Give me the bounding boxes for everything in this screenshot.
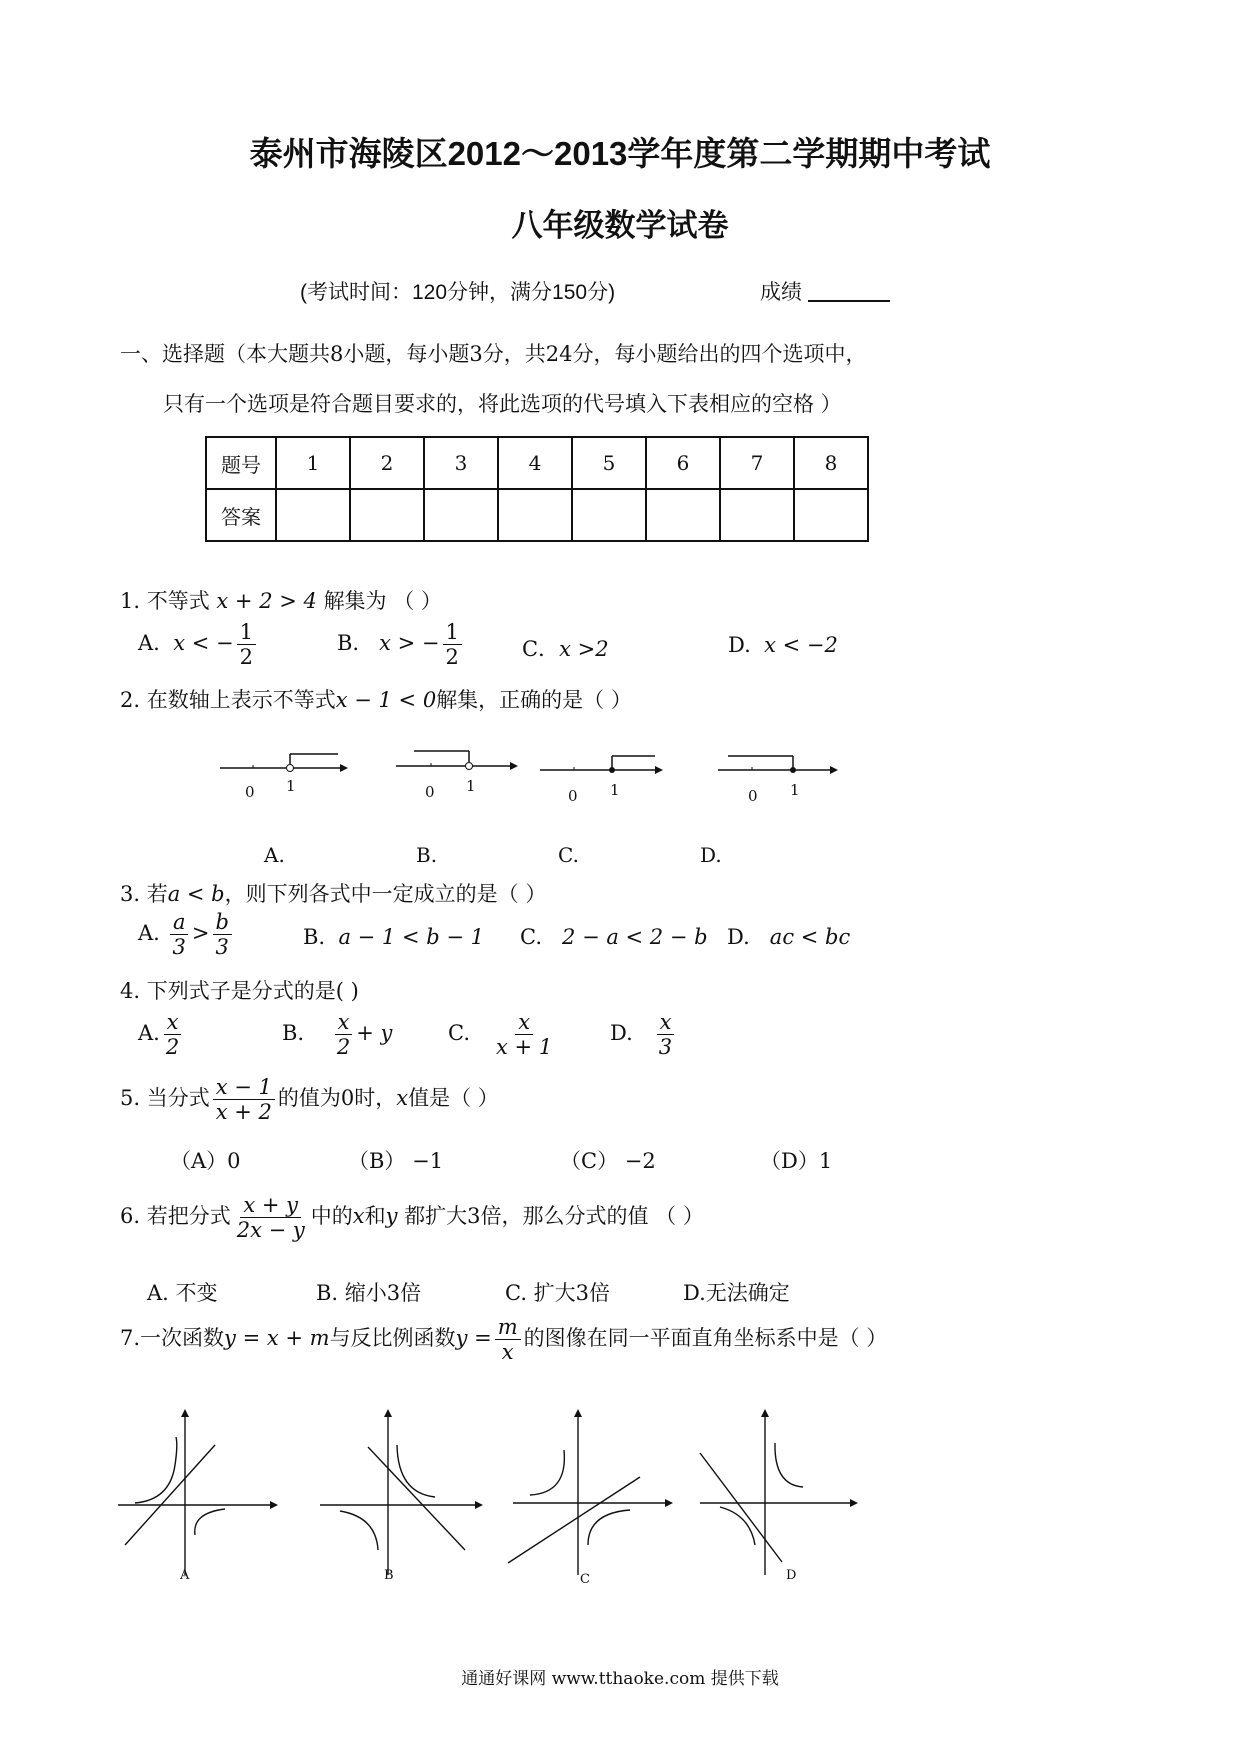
- q1-option-d: D. x < −2: [728, 633, 838, 657]
- graph-label-b: B: [384, 1568, 394, 1583]
- exam-subtitle: 八年级数学试卷: [511, 208, 729, 243]
- q2-option-c: C.: [558, 843, 579, 867]
- number-line-figures: [200, 740, 860, 810]
- section-heading-2: 只有一个选项是符合题目要求的，将此选项的代号填入下表相应的空格 ）: [163, 392, 842, 416]
- table-row: [206, 437, 868, 489]
- q4-option-b: B. $\frac{x}{2}$ + y: [282, 1010, 393, 1060]
- number-line-a: [220, 754, 348, 772]
- q4-option-c: C. $\frac{x}{x + 1}$: [448, 1010, 553, 1060]
- q2-option-a: A.: [264, 843, 285, 867]
- table-cell: 7: [720, 437, 794, 489]
- q3-option-d: D. ac < bc: [727, 925, 851, 949]
- table-cell: 4: [498, 437, 572, 489]
- answer-cell[interactable]: [572, 489, 646, 541]
- table-cell: 8: [794, 437, 868, 489]
- nl-d-zero: 0: [748, 787, 758, 805]
- row-label-number: 题号: [206, 437, 276, 489]
- table-cell: 6: [646, 437, 720, 489]
- number-line-c: [540, 756, 663, 774]
- question-1-stem: 1. 不等式 x + 2 > 4 解集为 （ ）: [120, 589, 442, 613]
- answer-cell[interactable]: [424, 489, 498, 541]
- q5-option-a: （A）0: [170, 1149, 241, 1173]
- nl-a-one: 1: [286, 777, 296, 795]
- table-cell: 1: [276, 437, 350, 489]
- nl-c-zero: 0: [568, 787, 578, 805]
- graph-c: [508, 1409, 673, 1575]
- question-4-stem: 4. 下列式子是分式的是( ): [120, 979, 359, 1003]
- q3-option-a: A. $\frac{a}{3}$ > $\frac{b}{3}$: [138, 910, 235, 959]
- graph-a: [118, 1409, 278, 1575]
- number-line-b: [396, 751, 518, 770]
- answer-cell[interactable]: [720, 489, 794, 541]
- exam-info: (考试时间：120分钟，满分150分): [300, 281, 616, 304]
- q5-option-c: （C） −2: [560, 1149, 656, 1173]
- score-blank[interactable]: [808, 300, 890, 302]
- answer-cell[interactable]: [350, 489, 424, 541]
- graph-label-a: A: [180, 1568, 190, 1583]
- table-cell: 5: [572, 437, 646, 489]
- q2-option-d: D.: [700, 843, 722, 867]
- graph-label-d: D: [786, 1568, 797, 1583]
- nl-b-one: 1: [466, 777, 476, 795]
- graph-d: [700, 1409, 858, 1575]
- question-5-stem: 5. 当分式 $\frac{x - 1}{x + 2}$ 的值为0时，x值是（ ）: [120, 1075, 499, 1125]
- section-heading: 一、选择题（本大题共8小题，每小题3分，共24分，每小题给出的四个选项中，: [120, 342, 867, 366]
- graph-b: [320, 1409, 483, 1575]
- q5-option-b: （B） −1: [348, 1149, 444, 1173]
- question-7-stem: 7.一次函数y = x + m与反比例函数y = $\frac{m}{x}$ 的图像在同一平面直角坐标系中是（ ）: [120, 1315, 888, 1365]
- q4-option-a: A. $\frac{x}{2}$: [138, 1010, 185, 1059]
- q3-option-c: C. 2 − a < 2 − b: [520, 925, 708, 949]
- nl-a-zero: 0: [245, 783, 255, 801]
- q6-option-c: C. 扩大3倍: [505, 1281, 611, 1305]
- answer-cell[interactable]: [276, 489, 350, 541]
- q6-option-a: A. 不变: [147, 1281, 218, 1305]
- nl-c-one: 1: [610, 781, 620, 799]
- q1-option-b: B. x > − $\frac{1}{2}$: [337, 620, 465, 669]
- nl-b-zero: 0: [425, 783, 435, 801]
- q6-option-d: D.无法确定: [683, 1281, 790, 1305]
- q1-option-a: A. x < − $\frac{1}{2}$: [138, 620, 259, 669]
- table-row: [206, 489, 868, 541]
- row-label-answer: 答案: [206, 489, 276, 541]
- graph-label-c: C: [580, 1572, 590, 1587]
- q6-option-b: B. 缩小3倍: [316, 1281, 422, 1305]
- nl-d-one: 1: [790, 781, 800, 799]
- table-cell: 3: [424, 437, 498, 489]
- function-graphs: [110, 1405, 890, 1585]
- question-6-stem: 6. 若把分式 $\frac{x + y}{2x - y}$ 中的x和y 都扩大3倍，那么分式的值 （ ）: [120, 1193, 704, 1243]
- question-2-stem: 2. 在数轴上表示不等式x − 1 < 0解集，正确的是（ ）: [120, 688, 632, 712]
- q1-option-c: C．x >2: [522, 637, 609, 661]
- answer-cell[interactable]: [498, 489, 572, 541]
- number-line-d: [718, 756, 838, 774]
- table-cell: 2: [350, 437, 424, 489]
- q3-option-b: B. a − 1 < b − 1: [303, 925, 484, 949]
- q5-option-d: （D）1: [760, 1149, 833, 1173]
- q4-option-d: D. $\frac{x}{3}$: [610, 1010, 678, 1059]
- page-footer: 通通好课网 www.tthaoke.com 提供下载: [461, 1669, 779, 1689]
- answer-table: [205, 436, 869, 542]
- exam-title: 泰州市海陵区2012～2013学年度第二学期期中考试: [249, 135, 991, 172]
- answer-cell[interactable]: [794, 489, 868, 541]
- q2-option-b: B.: [416, 843, 438, 867]
- question-3-stem: 3. 若a < b，则下列各式中一定成立的是（ ）: [120, 882, 547, 906]
- score-label: 成绩: [760, 281, 802, 304]
- answer-cell[interactable]: [646, 489, 720, 541]
